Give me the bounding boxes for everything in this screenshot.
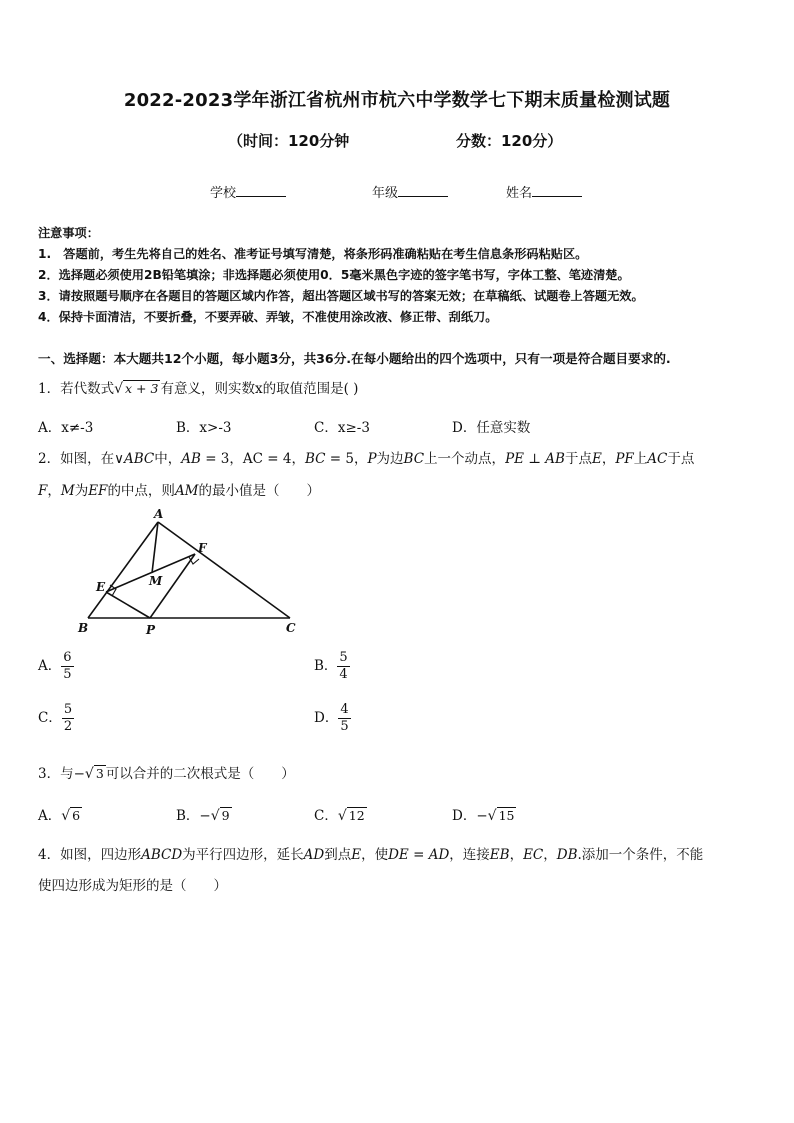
question-1 bbox=[38, 377, 358, 397]
q2-math: BC bbox=[403, 451, 425, 467]
school-field bbox=[210, 182, 286, 201]
q1-option-d: D．任意实数 bbox=[452, 420, 531, 436]
option-label: C． bbox=[38, 710, 62, 726]
denominator: 5 bbox=[340, 719, 349, 734]
q3-post: 可以合并的二次根式是（ ） bbox=[105, 766, 295, 782]
notice-item: 2．选择题必须使用2B铅笔填涂；非选择题必须使用0．5毫米黑色字迹的签字笔书写，字体工整、笔迹清楚。 bbox=[38, 268, 630, 282]
q3-option-d bbox=[452, 804, 516, 824]
fraction bbox=[62, 702, 74, 735]
q2-math: AM bbox=[174, 483, 199, 499]
name-blank bbox=[532, 184, 582, 197]
segment-ac bbox=[158, 522, 290, 618]
q1-radicand: x + 3 bbox=[125, 381, 159, 396]
q2-text: ， bbox=[601, 451, 616, 467]
name-label: 姓名 bbox=[506, 186, 533, 201]
option-label: B． bbox=[176, 808, 200, 824]
q3-radicand: 3 bbox=[95, 766, 104, 781]
q4-math: E bbox=[351, 847, 362, 863]
numerator: 5 bbox=[339, 650, 348, 665]
q3-option-a bbox=[38, 804, 82, 824]
option-label: A． bbox=[38, 808, 62, 824]
grade-blank bbox=[398, 184, 448, 197]
q2-triangle-figure bbox=[70, 508, 310, 643]
q2-text: = 5， bbox=[325, 451, 368, 467]
option-label: A． bbox=[38, 658, 62, 674]
q1-option-c: C．x≥-3 bbox=[314, 420, 370, 436]
right-angle-mark-f bbox=[189, 557, 199, 564]
q4-math: DE bbox=[388, 847, 409, 863]
q1-option-b: B．x>-3 bbox=[176, 420, 232, 436]
notice-heading: 注意事项： bbox=[38, 226, 99, 240]
question-3 bbox=[38, 762, 295, 782]
q1-post: 有意义，则实数x的取值范围是( ) bbox=[160, 381, 359, 397]
q4-math: DB bbox=[556, 847, 578, 863]
radical: √ 6 bbox=[61, 808, 81, 824]
q4-text: 为平行四边形，延长 bbox=[182, 847, 304, 863]
option-sign: − bbox=[476, 808, 488, 824]
label-c: C bbox=[286, 621, 296, 635]
q2-text: 上一个动点， bbox=[424, 451, 506, 467]
q2-option-c bbox=[38, 702, 74, 735]
segment-ab bbox=[88, 522, 158, 618]
option-label: D． bbox=[452, 808, 477, 824]
q2-text: 于点 bbox=[564, 451, 592, 467]
label-m: M bbox=[149, 574, 163, 588]
q2-math: E bbox=[591, 451, 602, 467]
q2-option-b bbox=[314, 650, 350, 683]
q4-math: AD bbox=[303, 847, 325, 863]
notice-item: 1. 答题前，考生先将自己的姓名、准考证号填写清楚，将条形码准确粘贴在考生信息条形码粘贴区。 bbox=[38, 247, 588, 261]
radicand: 12 bbox=[348, 808, 365, 823]
option-label: D． bbox=[314, 710, 339, 726]
q2-math: PF bbox=[615, 451, 634, 467]
q4-text: ，连接 bbox=[449, 847, 490, 863]
q2-option-a bbox=[38, 650, 74, 683]
q1-option-a: A．x≠-3 bbox=[38, 420, 94, 436]
radical: √ 9 bbox=[210, 808, 230, 824]
q2-option-d bbox=[314, 702, 351, 735]
q2-math: AC bbox=[647, 451, 668, 467]
grade-label: 年级 bbox=[372, 186, 399, 201]
q2-text: ⊥ bbox=[524, 451, 546, 467]
option-label: B． bbox=[314, 658, 338, 674]
q4-text: ， bbox=[543, 847, 557, 863]
q2-math: F bbox=[38, 483, 48, 499]
q3-pre: 3．与 bbox=[38, 766, 74, 782]
question-4-line-2: 使四边形成为矩形的是（ ） bbox=[38, 878, 227, 894]
q2-text: 的中点，则 bbox=[107, 483, 175, 499]
denominator: 4 bbox=[339, 667, 348, 682]
page-title: 2022-2023学年浙江省杭州市杭六中学数学七下期末质量检测试题 bbox=[123, 90, 671, 111]
q3-minus: − bbox=[73, 766, 85, 782]
q2-math: ∨ABC bbox=[114, 451, 155, 467]
q2-math: EF bbox=[88, 483, 108, 499]
question-2-line-1 bbox=[38, 447, 694, 467]
notice-item: 3．请按照题号顺序在各题目的答题区域内作答，超出答题区域书写的答案无效；在草稿纸、试题卷上答题无效。 bbox=[38, 289, 644, 303]
q2-text: 2．如图，在 bbox=[38, 451, 115, 467]
q2-text: = 3，AC = 4， bbox=[200, 451, 305, 467]
radical: √ 15 bbox=[487, 808, 515, 824]
numerator: 6 bbox=[63, 650, 72, 665]
q2-text: 为边 bbox=[376, 451, 404, 467]
q4-math: EB bbox=[489, 847, 510, 863]
radical: √ 12 bbox=[337, 808, 365, 824]
q2-text: 于点 bbox=[667, 451, 695, 467]
q2-text: 的最小值是（ ） bbox=[198, 483, 321, 499]
q2-math: AB bbox=[181, 451, 201, 467]
fraction bbox=[61, 650, 73, 683]
radicand: 6 bbox=[72, 808, 81, 823]
q2-text: ， bbox=[47, 483, 61, 499]
q2-text: 中， bbox=[154, 451, 182, 467]
q2-text: 为 bbox=[74, 483, 89, 499]
q4-text: = bbox=[408, 847, 429, 863]
q4-math: ABCD bbox=[141, 847, 183, 863]
school-label: 学校 bbox=[210, 186, 237, 201]
q2-math: P bbox=[367, 451, 377, 467]
label-e: E bbox=[96, 580, 106, 594]
q4-math: AD bbox=[428, 847, 450, 863]
q2-math: BC bbox=[304, 451, 326, 467]
label-a: A bbox=[154, 508, 164, 521]
q2-math: M bbox=[60, 483, 75, 499]
exam-time: （时间：120分钟 bbox=[228, 132, 350, 150]
label-b: B bbox=[78, 621, 89, 635]
numerator: 4 bbox=[340, 702, 349, 717]
question-2-line-2 bbox=[38, 479, 320, 499]
q4-text: 4．如图，四边形 bbox=[38, 847, 142, 863]
q3-option-b bbox=[176, 804, 232, 824]
exam-score: 分数：120分） bbox=[456, 132, 563, 150]
section-heading: 一、选择题：本大题共12个小题，每小题3分，共36分.在每小题给出的四个选项中，只有一项是符合题目要求的. bbox=[38, 351, 671, 366]
label-f: F bbox=[198, 541, 207, 555]
q4-math: EC bbox=[523, 847, 544, 863]
radicand: 15 bbox=[498, 808, 515, 823]
q4-text: ，使 bbox=[361, 847, 389, 863]
question-4-line-1 bbox=[38, 843, 703, 863]
q3-option-c bbox=[314, 804, 367, 824]
q4-text: .添加一个条件，不能 bbox=[577, 847, 704, 863]
school-blank bbox=[236, 184, 286, 197]
name-field bbox=[506, 182, 582, 201]
numerator: 5 bbox=[63, 702, 73, 717]
option-label: C． bbox=[314, 808, 338, 824]
label-p: P bbox=[146, 623, 156, 637]
q2-math: PE bbox=[505, 451, 525, 467]
q2-math: AB bbox=[545, 451, 565, 467]
q2-text: 上 bbox=[633, 451, 648, 467]
option-sign: − bbox=[199, 808, 211, 824]
q1-radical: √ x + 3 bbox=[114, 381, 159, 397]
grade-field bbox=[372, 182, 448, 201]
notice-item: 4．保持卡面清洁，不要折叠，不要弄破、弄皱，不准使用涂改液、修正带、刮纸刀。 bbox=[38, 310, 498, 324]
denominator: 5 bbox=[63, 667, 72, 682]
q1-pre: 1．若代数式 bbox=[38, 381, 115, 397]
denominator: 2 bbox=[63, 719, 73, 734]
q4-text: ， bbox=[509, 847, 524, 863]
q4-text: 到点 bbox=[324, 847, 352, 863]
q3-radical: √ 3 bbox=[84, 766, 104, 782]
fraction bbox=[337, 650, 349, 683]
fraction bbox=[338, 702, 350, 735]
radicand: 9 bbox=[221, 808, 230, 823]
